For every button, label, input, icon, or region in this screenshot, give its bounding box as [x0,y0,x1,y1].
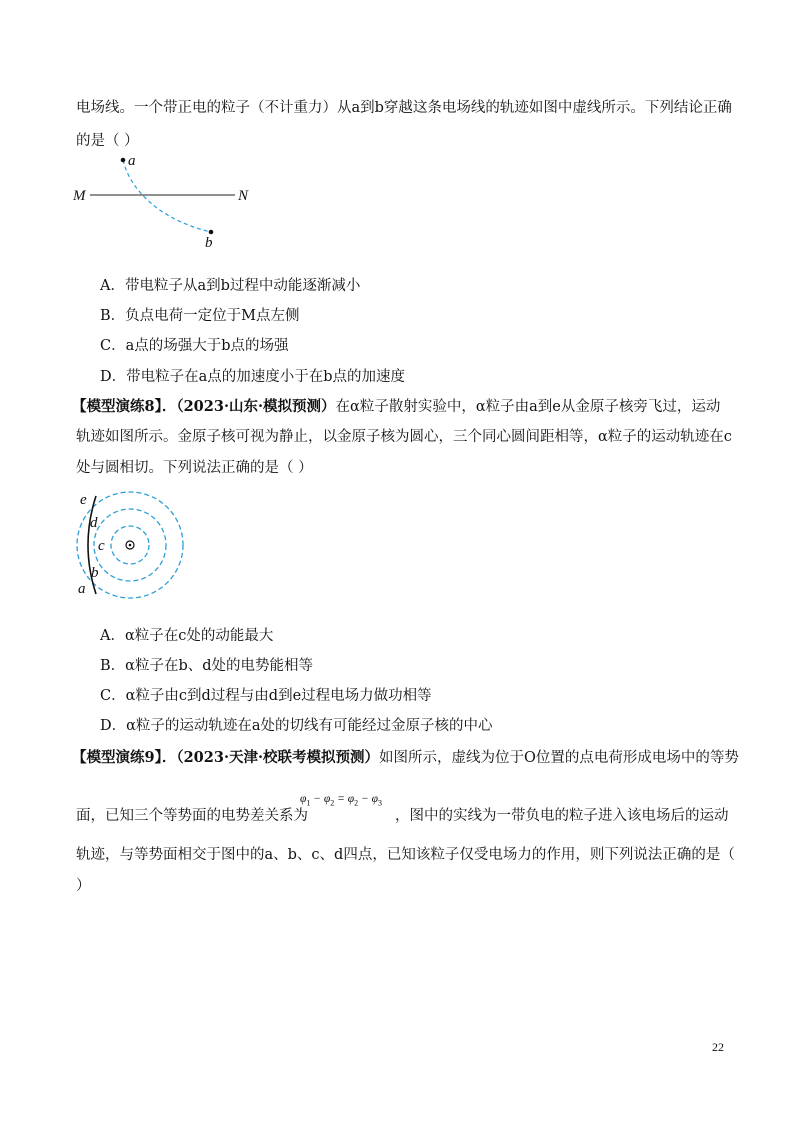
q8-stem-line1 [72,397,720,417]
q8-stem-text: 在α粒子散射实验中，α粒子由a到e从金原子核旁飞过，运动 [335,399,721,415]
q7-stem-line2: 的是（ ） [76,133,139,149]
q8-option-a: A．α粒子在c处的动能最大 [100,628,274,644]
q8-tag: 【模型演练8】 [72,398,162,415]
label-b: b [91,565,99,581]
potential-difference-formula: $\varphi_1 - \varphi_2 = \varphi_2 - \varphi_3$ [300,793,383,808]
q9-source: ．（2023·天津·校联考模拟预测） [161,749,380,766]
label-d: d [90,515,98,531]
label-N: N [238,188,249,204]
label-c: c [98,538,105,554]
q9-stem-line3: 轨迹，与等势面相交于图中的a、b、c、d四点，已知该粒子仅受电场力的作用，则下列说法正确的是（ [76,847,735,863]
q9-tag: 【模型演练9】 [72,749,162,766]
page-number: 22 [712,1040,724,1054]
q7-option-b: B．负点电荷一定位于M点左侧 [100,308,300,324]
q8-alpha-scattering-figure [70,490,200,600]
q8-source: ．（2023·山东·模拟预测） [161,398,336,415]
label-a: a [78,581,86,597]
q7-option-d: D．带电粒子在a点的加速度小于在b点的加速度 [100,369,406,385]
q9-stem-text: 如图所示，虚线为位于O位置的点电荷形成电场中的等势 [379,750,739,766]
label-M: M [73,188,86,204]
particle-trajectory [123,160,211,232]
nucleus-center-dot [129,544,132,547]
label-a: a [128,153,136,169]
label-b: b [205,235,213,251]
label-e: e [80,492,87,508]
q7-option-a: A．带电粒子从a到b过程中动能逐渐减小 [100,278,361,294]
q8-stem-line2: 轨迹如图所示。金原子核可视为静止，以金原子核为圆心，三个同心圆间距相等，α粒子的运动轨迹在c [76,429,732,445]
q7-option-c: C．a点的场强大于b点的场强 [100,338,289,354]
q8-option-b: B．α粒子在b、d处的电势能相等 [100,658,314,674]
q8-option-c: C．α粒子由c到d过程与由d到e过程电场力做功相等 [100,688,432,704]
q7-field-line-figure [70,150,250,250]
q8-option-d: D．α粒子的运动轨迹在a处的切线有可能经过金原子核的中心 [100,718,493,734]
q7-stem-line1: 电场线。一个带正电的粒子（不计重力）从a到b穿越这条电场线的轨迹如图中虚线所示。下列结论正确 [76,100,732,116]
point-b [209,230,214,235]
q9-stem-line2a: 面，已知三个等势面的电势差关系为 [76,808,308,824]
point-a [121,158,126,163]
q9-stem-line4: ） [76,878,91,894]
q9-stem-line2b: ，图中的实线为一带负电的粒子进入该电场后的运动 [395,808,729,824]
q9-stem-line1 [72,748,739,768]
q8-stem-line3: 处与圆相切。下列说法正确的是（ ） [76,460,313,476]
